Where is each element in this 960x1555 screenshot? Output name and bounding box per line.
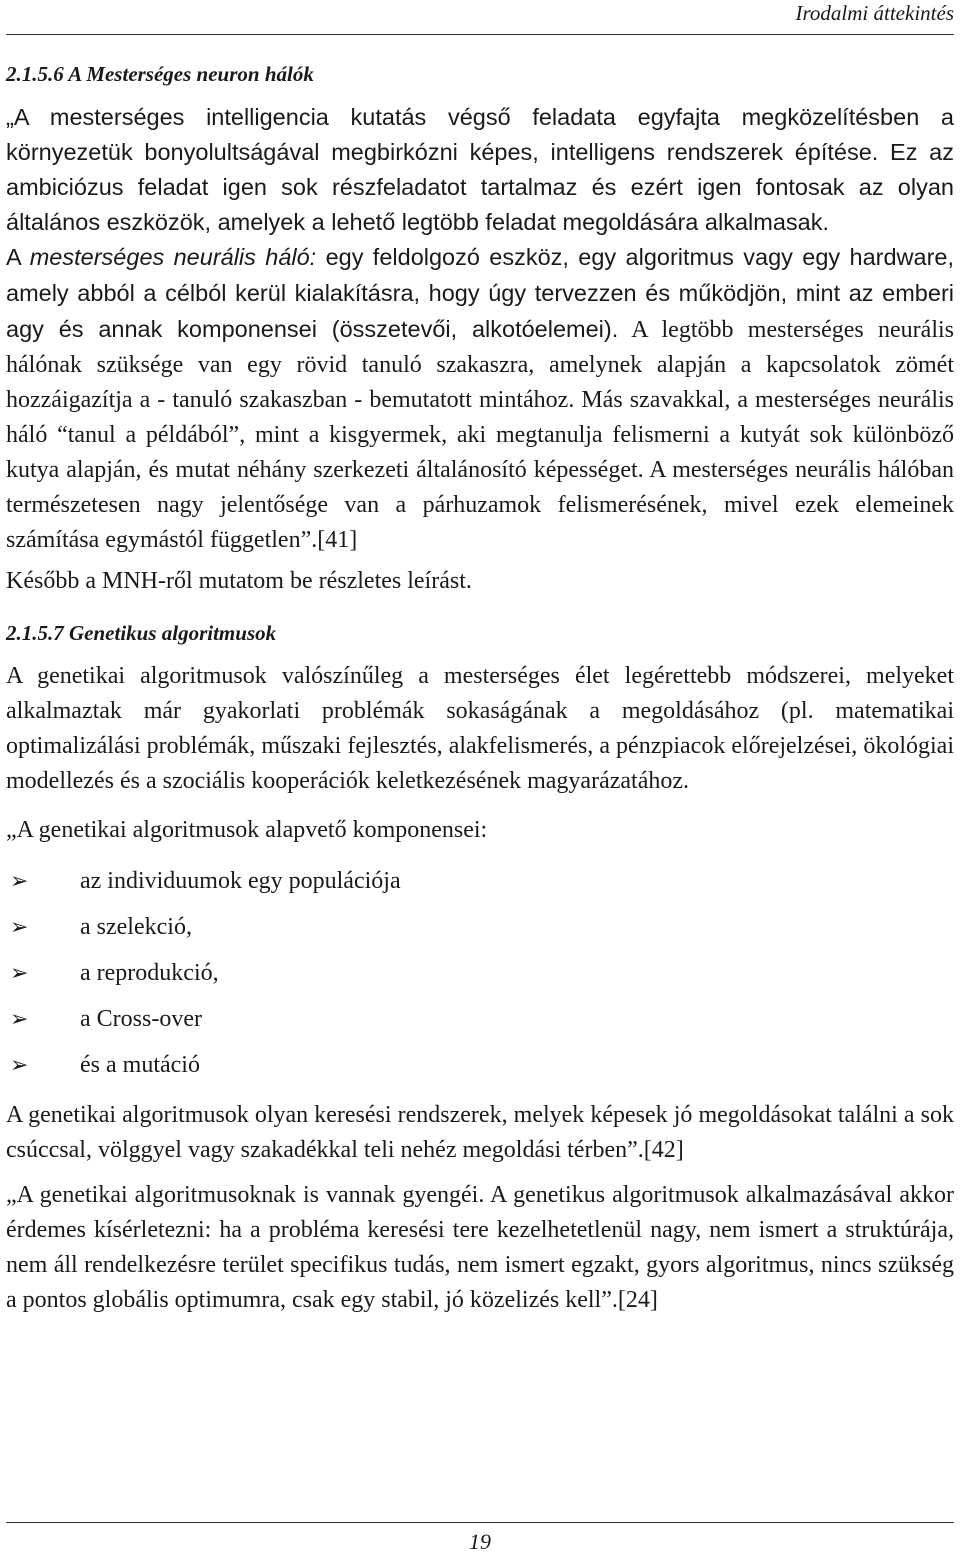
section-heading-genetic: 2.1.5.7 Genetikus algoritmusok xyxy=(6,621,277,645)
arrowhead-icon: ➢ xyxy=(10,914,29,939)
paragraph-search-systems: A genetikai algoritmusok olyan keresési rendszerek, melyek képesek jó megoldásokat találni a sok csúccsal, völggyel vagy szakadékkal teli nehéz megoldási térben”.[42] xyxy=(6,1102,954,1163)
arrowhead-icon: ➢ xyxy=(10,960,29,985)
paragraph-ai-intro: „A mesterséges intelligencia kutatás végső feladata egyfajta megközelítésben a környezetük bonyolultságával megbirkózni képes, intelligens rendszerek építése. Ez az ambiciózus feladat igen sok részfeladatot tartalmaz és ezért igen fontosak az olyan általános eszközök, amelyek a lehető legtöbb feladat megoldására alkalmasak. xyxy=(6,104,954,235)
paragraph-later: Később a MNH-ről mutatom be részletes leírást. xyxy=(6,568,472,594)
definition-sans-text: egy feldolgozó eszköz, egy algoritmus vagy egy hardware, amely abból a célból kerül kialakításra, hogy úgy tervezzen és működjön, mint az emberi agy és annak komponensei (összetevői, alkotóelemei). xyxy=(6,244,954,342)
running-title: Irodalmi áttekintés xyxy=(795,1,954,25)
page-footer xyxy=(6,1522,954,1555)
paragraph-components-lead: „A genetikai algoritmusok alapvető komponensei: xyxy=(6,817,488,843)
list-item: ➢ a Cross-over xyxy=(6,996,954,1042)
paragraph-neural-definition xyxy=(6,240,954,558)
definition-serif-text: A legtöbb mesterséges neurális hálónak szüksége van egy rövid tanuló szakaszra, amelynek alapján a kapcsolatok zömét hozzáigazítja a - tanuló szakaszban - bemutatott mintához. Más szavakkal, a mesterséges neurális háló “tanul a példából”, mint a kisgyermek, aki megtanulja felismerni a kutyát sok különböző kutya alapján, és mutat néhány szerkezeti általánosító képességet. A mesterséges neurális hálóban természetesen nagy jelentősége van a párhuzamok felismerésének, mivel ezek elemeinek számítása egymástól független”.[41] xyxy=(6,317,954,553)
definition-lead: A xyxy=(6,244,30,270)
arrowhead-icon: ➢ xyxy=(10,1052,29,1077)
definition-term: mesterséges neurális háló: xyxy=(29,244,317,270)
section-heading-neural: 2.1.5.6 A Mesterséges neuron hálók xyxy=(6,62,314,86)
components-list xyxy=(6,858,954,1088)
running-header xyxy=(6,0,954,35)
list-item: ➢ az individuumok egy populációja xyxy=(6,858,954,904)
paragraph-weaknesses: „A genetikai algoritmusoknak is vannak gyengéi. A genetikus algoritmusok alkalmazásával akkor érdemes kísérletezni: ha a probléma keresési tere kezelhetetlenül nagy, nem ismert a struktúrája, nem áll rendelkezésre terület specifikus tudás, nem ismert egzakt, gyors algoritmus, nincs szükség a pontos globális optimumra, csak egy stabil, jó közelizés kell”.[24] xyxy=(6,1182,954,1313)
list-item: ➢ a reprodukció, xyxy=(6,950,954,996)
page-body xyxy=(6,60,954,1318)
list-item: ➢ a szelekció, xyxy=(6,904,954,950)
arrowhead-icon: ➢ xyxy=(10,868,29,893)
page-number: 19 xyxy=(469,1529,491,1554)
arrowhead-icon: ➢ xyxy=(10,1006,29,1031)
paragraph-genetic-intro: A genetikai algoritmusok valószínűleg a mesterséges élet legérettebb módszerei, melyeket alkalmaztak már gyakorlati problémák sokaságának a megoldásához (pl. matematikai optimalizálási problémák, műszaki fejlesztés, alakfelismerés, a pénzpiacok előrejelzései, ökológiai modellezés és a szociális kooperációk keletkezésének magyarázatához. xyxy=(6,663,954,794)
list-item: ➢ és a mutáció xyxy=(6,1042,954,1088)
